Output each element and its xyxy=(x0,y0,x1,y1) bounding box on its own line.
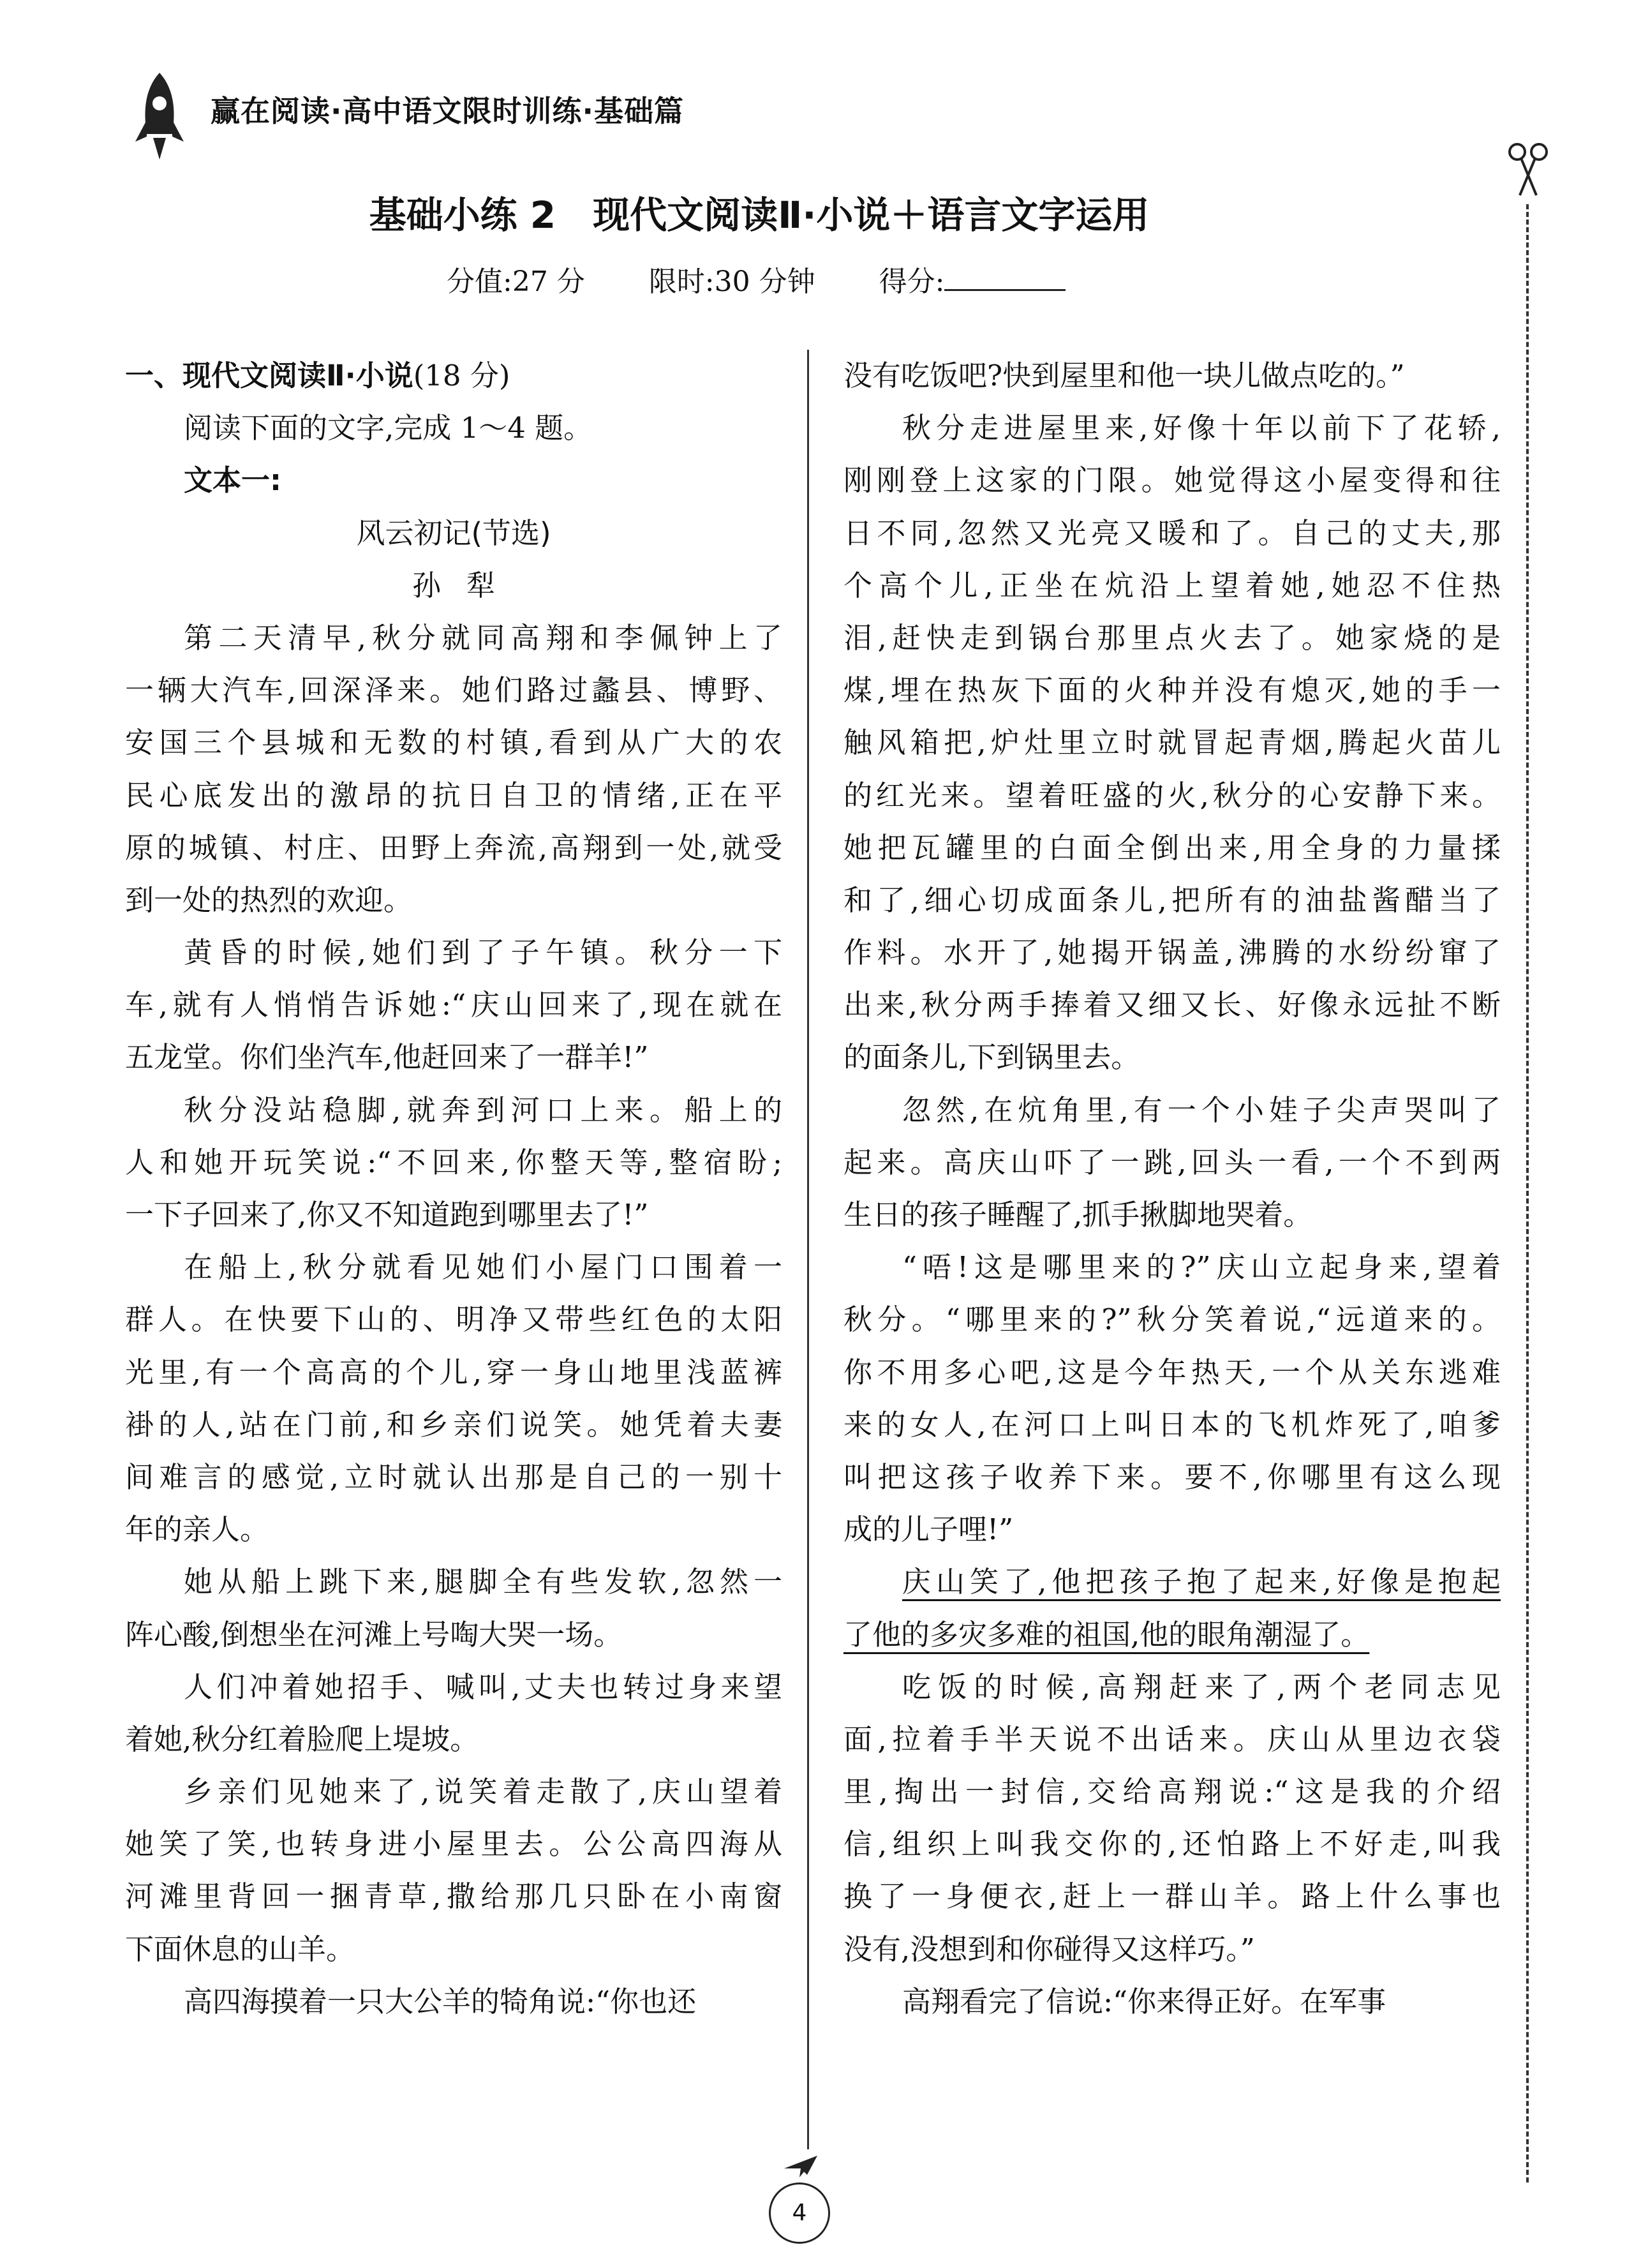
paragraph-line: 的面条儿,下到锅里去。 xyxy=(843,1040,1140,1075)
page-number: 4 xyxy=(769,2182,830,2244)
story-title: 风云初记(节选) xyxy=(356,516,551,550)
paragraph-line: 人们冲着她招手、喊叫,丈夫也转过身来望 xyxy=(184,1669,782,1704)
paragraph-line: 高翔看完了信说:“你来得正好。在军事 xyxy=(902,1984,1386,2018)
airplane-icon xyxy=(782,2149,820,2181)
paragraph-line: 个高个儿,正坐在炕沿上望着她,她忍不住热 xyxy=(843,568,1501,602)
column-divider xyxy=(807,350,809,2149)
paragraph-line: 没有,没想到和你碰得又这样巧。” xyxy=(843,1932,1255,1966)
paragraph-line: 一辆大汽车,回深泽来。她们路过蠡县、博野、 xyxy=(125,673,782,708)
score-meta xyxy=(447,258,1066,299)
paragraph-line: 换了一身便衣,赶上一群山羊。路上什么事也 xyxy=(843,1879,1501,1914)
paragraph-line: 群人。在快要下山的、明净又带些红色的太阳 xyxy=(125,1302,782,1337)
paragraph-line: 起来。高庆山吓了一跳,回头一看,一个不到两 xyxy=(843,1145,1501,1179)
paragraph-line: 五龙堂。你们坐汽车,他赶回来了一群羊!” xyxy=(125,1040,649,1075)
right-column xyxy=(843,350,1501,2028)
paragraph-line: 褂的人,站在门前,和乡亲们说笑。她凭着夫妻 xyxy=(125,1407,782,1442)
paragraph-line: 一下子回来了,你又不知道跑到哪里去了!” xyxy=(125,1198,649,1232)
paragraph-line: 叫把这孩子收养下来。要不,你哪里有这么现 xyxy=(843,1459,1501,1494)
page-header xyxy=(128,70,1340,147)
paragraph-line: 来的女人,在河口上叫日本的飞机炸死了,咱爹 xyxy=(843,1407,1501,1442)
paragraph-line: 秋分走进屋里来,好像十年以前下了花轿, xyxy=(902,411,1501,445)
paragraph-line: 到一处的热烈的欢迎。 xyxy=(125,883,413,917)
paragraph-line: 信,组织上叫我交你的,还怕路上不好走,叫我 xyxy=(843,1827,1501,1861)
paragraph-line: 高四海摸着一只大公羊的犄角说:“你也还 xyxy=(184,1984,697,2018)
paragraph-line: 吃饭的时候,高翔赶来了,两个老同志见 xyxy=(902,1669,1501,1704)
underlined-sentence: 庆山笑了,他把孩子抱了起来,好像是抱起 xyxy=(902,1565,1501,1599)
paragraph-line: 作料。水开了,她揭开锅盖,沸腾的水纷纷窜了 xyxy=(843,936,1501,970)
paragraph-line: 成的儿子哩!” xyxy=(843,1512,1014,1547)
paragraph-line: 黄昏的时候,她们到了子午镇。秋分一下 xyxy=(184,936,782,970)
score-blank xyxy=(944,267,1066,291)
paragraph-line: 安国三个县城和无数的村镇,看到从广大的农 xyxy=(125,726,782,760)
paragraph-line: 下面休息的山羊。 xyxy=(125,1932,355,1966)
paragraph-line: 人和她开玩笑说:“不回来,你整天等,整宿盼; xyxy=(125,1145,782,1179)
score-value: 分值:27 分 xyxy=(447,265,585,298)
scissors-icon xyxy=(1506,140,1550,198)
paragraph-line: 日不同,忽然又光亮又暖和了。自己的丈夫,那 xyxy=(843,516,1501,550)
underlined-sentence: 了他的多灾多难的祖国,他的眼角潮湿了。 xyxy=(843,1617,1370,1652)
paragraph-line: 的红光来。望着旺盛的火,秋分的心安静下来。 xyxy=(843,778,1501,812)
section-points: (18 分) xyxy=(413,359,510,392)
paragraph-line: 着她,秋分红着脸爬上堤坡。 xyxy=(125,1722,479,1756)
paragraph-line: 泪,赶快走到锅台那里点火去了。她家烧的是 xyxy=(843,620,1501,655)
paragraph-line: 乡亲们见她来了,说笑着走散了,庆山望着 xyxy=(184,1775,782,1809)
paragraph-line: 你不用多心吧,这是今年热天,一个从关东逃难 xyxy=(843,1355,1501,1389)
series-title: 赢在阅读·高中语文限时训练·基础篇 xyxy=(211,94,684,128)
paragraph-line: 秋分。“哪里来的?”秋分笑着说,“远道来的。 xyxy=(843,1302,1501,1337)
paragraph-line: 民心底发出的激昂的抗日自卫的情绪,正在平 xyxy=(125,778,782,812)
section-heading: 一、现代文阅读Ⅱ·小说(18 分) xyxy=(125,359,510,392)
rocket-icon xyxy=(128,70,191,166)
paragraph-line: 第二天清早,秋分就同高翔和李佩钟上了 xyxy=(184,620,782,655)
paragraph-line: 秋分没站稳脚,就奔到河口上来。船上的 xyxy=(184,1093,782,1127)
paragraph-line: 原的城镇、村庄、田野上奔流,高翔到一处,就受 xyxy=(125,830,782,865)
paragraph-line: 光里,有一个高高的个儿,穿一身山地里浅蓝裤 xyxy=(125,1355,782,1389)
paragraph-line: 在船上,秋分就看见她们小屋门口围着一 xyxy=(184,1250,782,1285)
paragraph-line: 面,拉着手半天说不出话来。庆山从里边衣袋 xyxy=(843,1722,1501,1756)
score-label: 得分: xyxy=(879,265,945,298)
paragraph-line: 阵心酸,倒想坐在河滩上号啕大哭一场。 xyxy=(125,1617,623,1652)
paragraph-line: 她把瓦罐里的白面全倒出来,用全身的力量揉 xyxy=(843,830,1501,865)
paragraph-line: 里,掏出一封信,交给高翔说:“这是我的介绍 xyxy=(843,1775,1501,1809)
paragraph-line: 河滩里背回一捆青草,撒给那几只卧在小南窗 xyxy=(125,1879,782,1914)
paragraph-line: 她笑了笑,也转身进小屋里去。公公高四海从 xyxy=(125,1827,782,1861)
paragraph-line: 车,就有人悄悄告诉她:“庆山回来了,现在就在 xyxy=(125,988,782,1022)
paragraph-line: 间难言的感觉,立时就认出那是自己的一别十 xyxy=(125,1459,782,1494)
paragraph-line: 触风箱把,炉灶里立时就冒起青烟,腾起火苗儿 xyxy=(843,726,1501,760)
time-limit: 限时:30 分钟 xyxy=(648,265,815,298)
paragraph-line: 生日的孩子睡醒了,抓手揪脚地哭着。 xyxy=(843,1198,1312,1232)
cut-line xyxy=(1526,204,1529,2182)
paragraph-line: 和了,细心切成面条儿,把所有的油盐酱醋当了 xyxy=(843,883,1501,917)
paragraph-line: “唔!这是哪里来的?”庆山立起身来,望着 xyxy=(902,1250,1501,1285)
author: 孙犁 xyxy=(412,568,521,602)
page-title: 基础小练 2 现代文阅读Ⅱ·小说＋语言文字运用 xyxy=(369,193,1150,237)
paragraph-line: 煤,埋在热灰下面的火种并没有熄灭,她的手一 xyxy=(843,673,1501,708)
paragraph-line: 忽然,在炕角里,有一个小娃子尖声哭叫了 xyxy=(902,1093,1501,1127)
paragraph-line: 出来,秋分两手捧着又细又长、好像永远扯不断 xyxy=(843,988,1501,1022)
paragraph-line: 刚刚登上这家的门限。她觉得这小屋变得和往 xyxy=(843,463,1501,498)
paragraph-line: 她从船上跳下来,腿脚全有些发软,忽然一 xyxy=(184,1565,782,1599)
paragraph-line: 年的亲人。 xyxy=(125,1512,269,1547)
paragraph-line: 没有吃饭吧?快到屋里和他一块儿做点吃的。” xyxy=(843,359,1405,392)
text-label: 文本一: xyxy=(184,463,281,498)
instruction: 阅读下面的文字,完成 1～4 题。 xyxy=(184,411,593,445)
left-column xyxy=(125,350,782,2028)
